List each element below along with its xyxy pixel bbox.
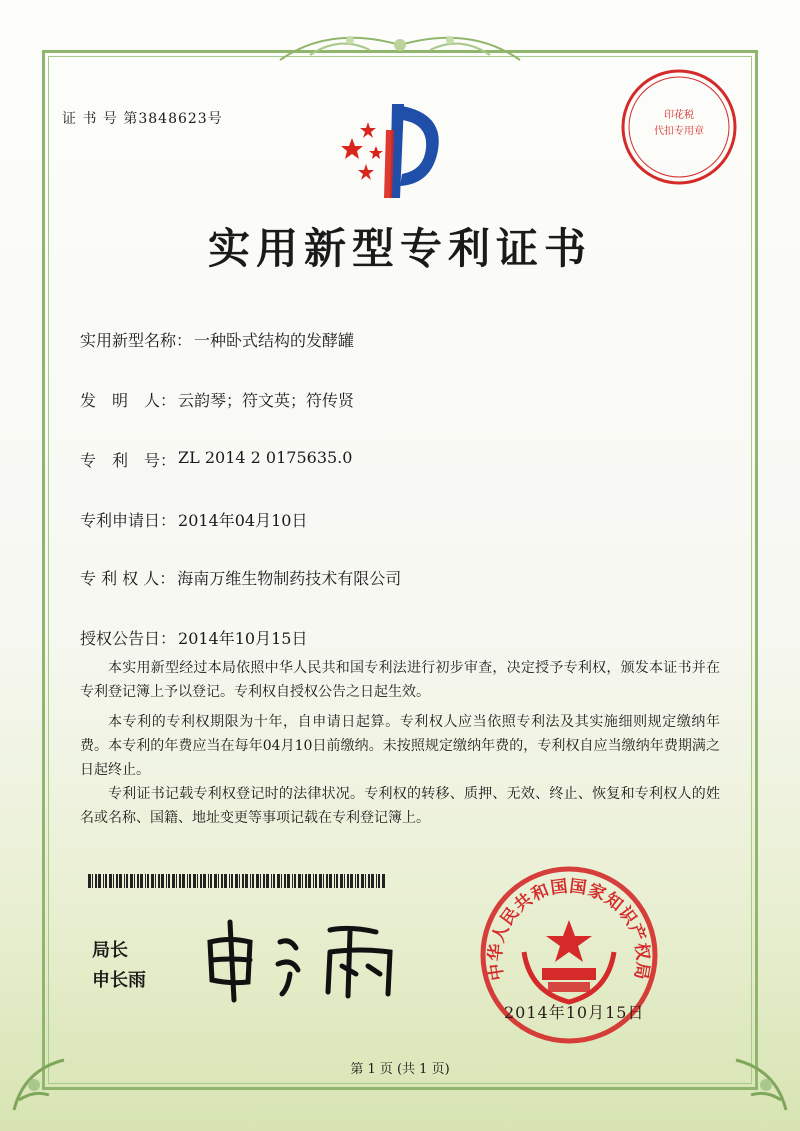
- field-label: 专利申请日：: [80, 511, 177, 530]
- field-label: 专 利 权 人：: [80, 569, 176, 588]
- agency-seal-icon: [618, 66, 740, 188]
- signatory-title: 局长: [92, 940, 128, 961]
- document-title: 实用新型专利证书: [207, 224, 592, 273]
- paragraph-legal-status: 专利证书记载专利权登记时的法律状况。专利权的转移、质押、无效、终止、恢复和专利权人的姓名或名称、国籍、地址变更等事项记载在专利登记簿上。: [80, 786, 720, 826]
- field-label: 授权公告日：: [80, 629, 177, 648]
- field-value: 2014年04月10日: [178, 511, 308, 530]
- field-label: 发 明 人：: [80, 391, 177, 410]
- svg-text:中华人民共和国国家知识产权局: 中华人民共和国国家知识产权局: [485, 876, 653, 982]
- patent-office-logo-icon: [332, 100, 456, 204]
- field-utility-name: [80, 328, 354, 351]
- corner-ornament-icon: [4, 1040, 84, 1120]
- field-patentee: [80, 566, 401, 589]
- svg-text:代扣专用章: 代扣专用章: [654, 126, 704, 137]
- field-filing-date: [80, 508, 307, 531]
- field-value: 云韵琴；符文英；符传贤: [178, 391, 355, 410]
- field-value: 2014年10月15日: [178, 629, 308, 648]
- page-number: 第 1 页 (共 1 页): [350, 1062, 450, 1077]
- field-inventors: [80, 388, 354, 411]
- paragraph-grant: 本实用新型经过本局依照中华人民共和国专利法进行初步审查，决定授予专利权，颁发本证书并在专利登记簿上予以登记。专利权自授权公告之日起生效。: [80, 660, 720, 700]
- field-value: 海南万维生物制药技术有限公司: [177, 569, 402, 588]
- corner-ornament-icon: [716, 1040, 796, 1120]
- signatory-name: 申长雨: [92, 970, 146, 991]
- field-label: 专 利 号：: [80, 451, 177, 470]
- field-value: ZL 2014 2 0175635.0: [178, 448, 353, 467]
- seal-date: 2014年10月15日: [504, 1003, 645, 1022]
- field-label: 实用新型名称：: [80, 331, 193, 350]
- certificate-number: 证 书 号 第3848623号: [62, 111, 223, 127]
- floral-ornament-icon: [270, 20, 530, 70]
- svg-text:印花税: 印花税: [664, 110, 694, 121]
- barcode: [88, 874, 388, 888]
- field-grant-date: [80, 626, 307, 649]
- paragraph-term: 本专利的专利权期限为十年，自申请日起算。专利权人应当依照专利法及其实施细则规定缴纳年费。本专利的年费应当在每年04月10日前缴纳。未按照规定缴纳年费的，专利权自应当缴纳年费期满之日起终止。: [80, 714, 720, 778]
- field-value: 一种卧式结构的发酵罐: [194, 331, 355, 350]
- handwritten-signature-icon: [200, 912, 430, 1004]
- field-patent-number: [80, 448, 352, 471]
